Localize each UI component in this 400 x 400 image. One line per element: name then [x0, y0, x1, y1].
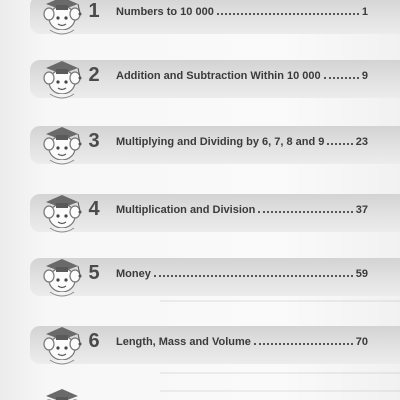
graduate-mascot-icon: [32, 318, 88, 368]
toc-entry-cut-off: [0, 378, 400, 400]
toc-entry-chapter-2[interactable]: [0, 50, 400, 98]
graduate-mascot-icon: [32, 52, 88, 102]
chapter-title-line: [116, 70, 368, 86]
bleed-through-line: [160, 300, 400, 302]
page-number: 23: [355, 136, 368, 148]
page-number: 70: [355, 336, 368, 348]
dot-leader: [258, 211, 352, 213]
graduate-mascot-icon: [32, 0, 88, 38]
toc-entry-chapter-6[interactable]: [0, 316, 400, 364]
chapter-title: Addition and Subtraction Within 10 000: [116, 70, 321, 82]
chapter-number: 2: [88, 64, 100, 86]
page-number: 37: [355, 204, 368, 216]
chapter-title: Multiplication and Division: [116, 204, 256, 216]
toc-entry-chapter-5[interactable]: [0, 248, 400, 296]
chapter-title-line: [116, 136, 368, 152]
chapter-number: 6: [88, 330, 100, 352]
chapter-title: Numbers to 10 000: [116, 6, 214, 18]
page-number: 1: [361, 6, 368, 18]
toc-entry-chapter-1[interactable]: [0, 0, 400, 34]
chapter-title-line: [116, 336, 368, 352]
chapter-number: 5: [88, 262, 100, 284]
chapter-number: 3: [88, 130, 100, 152]
chapter-number: 4: [88, 198, 100, 220]
toc-entry-chapter-4[interactable]: [0, 184, 400, 232]
graduate-mascot-icon: [32, 380, 88, 400]
dot-leader: [327, 143, 352, 145]
dot-leader: [324, 77, 359, 79]
graduate-mascot-icon: [32, 118, 88, 168]
chapter-title-line: [116, 268, 368, 284]
graduate-mascot-icon: [32, 250, 88, 300]
chapter-number: 1: [88, 0, 100, 22]
chapter-title: Length, Mass and Volume: [116, 336, 251, 348]
toc-entry-chapter-3[interactable]: [0, 116, 400, 164]
dot-leader: [254, 343, 353, 345]
chapter-title: Multiplying and Dividing by 6, 7, 8 and 9: [116, 136, 325, 148]
chapter-title-line: [116, 204, 368, 220]
dot-leader: [154, 275, 353, 277]
chapter-title-line: [116, 6, 368, 22]
page-number: 59: [355, 268, 368, 280]
dot-leader: [217, 13, 359, 15]
chapter-title: Money: [116, 268, 151, 280]
graduate-mascot-icon: [32, 186, 88, 236]
bleed-through-line: [160, 372, 400, 374]
page-number: 9: [361, 70, 368, 82]
